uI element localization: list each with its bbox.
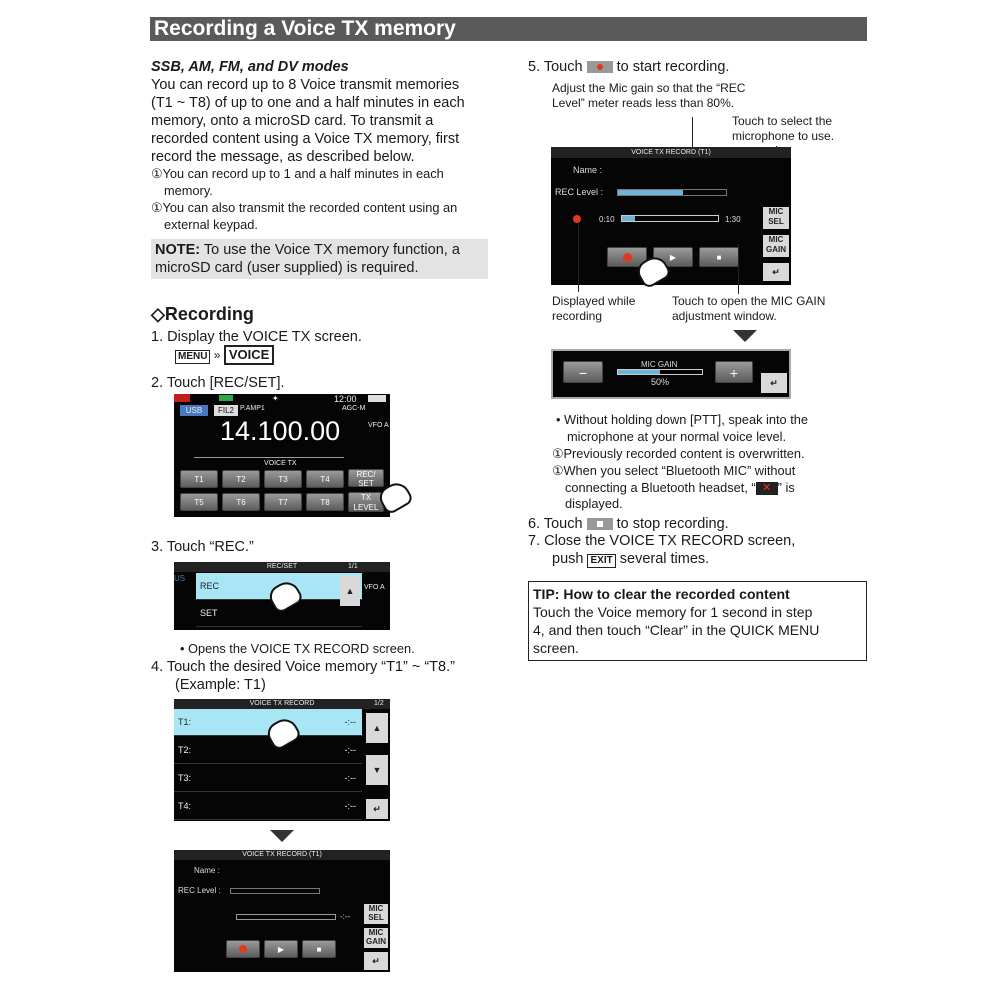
record-title: VOICE TX RECORD (T1): [174, 850, 390, 860]
main-screen: [174, 394, 390, 517]
mode-badge[interactable]: USB: [180, 405, 208, 416]
step-5: 5. Touch to start recording.: [528, 59, 730, 75]
rec-level-meter: [617, 189, 727, 196]
record-time: -:--: [340, 912, 351, 921]
filter-badge[interactable]: FIL2: [214, 405, 238, 416]
mic-gain-window: [551, 349, 791, 399]
callout-select-mic: Touch to select the microphone to use.: [732, 114, 835, 143]
scroll-up-button[interactable]: ▲: [366, 713, 388, 743]
max-time: 1:30: [725, 215, 741, 224]
battery-icon: [219, 395, 233, 401]
page-title: Recording a Voice TX memory: [150, 17, 867, 41]
record-progress-bar: [236, 914, 336, 920]
mic-gain-button[interactable]: MIC GAIN: [366, 928, 386, 946]
step-3: 3. Touch “REC.”: [151, 539, 254, 555]
voice-memory-button-t3[interactable]: T3: [264, 470, 302, 488]
voice-memory-button-t2[interactable]: T2: [222, 470, 260, 488]
record-list-title: VOICE TX RECORD: [174, 699, 390, 709]
voice-memory-button-t7[interactable]: T7: [264, 493, 302, 511]
voice-memory-button-t4[interactable]: T4: [306, 470, 344, 488]
rec-level-meter: [230, 888, 320, 894]
scroll-up-button[interactable]: ▲: [340, 576, 360, 606]
sd-icon: [368, 395, 386, 402]
stop-button[interactable]: ■: [302, 940, 336, 958]
bluetooth-mic-error-icon: ✕: [756, 482, 778, 495]
name-label: Name :: [194, 866, 220, 875]
record-button[interactable]: [226, 940, 260, 958]
voice-tx-section: VOICE TX: [264, 460, 297, 467]
clock: 12:00: [334, 394, 357, 404]
memory-row-t1[interactable]: T1: -:--: [174, 709, 362, 736]
step-7: 7. Close the VOICE TX RECORD screen, push EXIT several times.: [528, 533, 796, 567]
info-note-2: ①You can also transmit the recorded content using an external keypad.: [151, 200, 458, 232]
antenna-icon: ✦: [272, 394, 279, 403]
name-label: Name :: [573, 165, 603, 175]
ptt-instruction: • Without holding down [PTT], speak into the microphone at your normal voice level.: [556, 412, 809, 444]
record-progress-bar: [621, 215, 719, 222]
mic-gain-button[interactable]: MIC GAIN: [763, 235, 789, 257]
scroll-down-button[interactable]: ▼: [366, 755, 388, 785]
recording-heading: ◇Recording: [151, 304, 254, 324]
step-4: 4. Touch the desired Voice memory “T1” ~ “T8.”: [151, 659, 455, 675]
tip-box: TIP: How to clear the recorded content Touch the Voice memory for 1 second in step 4, and then touch “Clear” in the QUICK MENU screen.: [528, 581, 867, 661]
recset-vfo: VFO A: [364, 584, 385, 591]
mic-sel-button[interactable]: MIC SEL: [364, 904, 388, 924]
voice-tx-record-list-screen: [174, 699, 390, 821]
back-button[interactable]: ↵: [364, 952, 388, 970]
memory-row-t2[interactable]: T2: -:--: [174, 737, 362, 764]
voice-memory-button-t8[interactable]: T8: [306, 493, 344, 511]
gain-decrease-button[interactable]: −: [563, 361, 603, 383]
callout-adjust: Adjust the Mic gain so that the “REC Level” meter reads less than 80%.: [552, 81, 746, 110]
rec-level-label: REC Level :: [555, 187, 604, 197]
rec-item[interactable]: REC: [196, 573, 362, 600]
memory-row-t4[interactable]: T4: -:--: [174, 793, 362, 820]
mic-gain-label: MIC GAIN: [641, 360, 678, 369]
tip-title: TIP: How to clear the recorded content: [533, 586, 790, 602]
voice-key: VOICE: [224, 345, 274, 365]
step-3-result: • Opens the VOICE TX RECORD screen.: [180, 641, 415, 656]
s-meter: [194, 448, 344, 458]
agc-label: AGC-M: [342, 405, 366, 412]
step-6: 6. Touch to stop recording.: [528, 516, 729, 532]
record-title: VOICE TX RECORD (T1): [551, 147, 791, 158]
record-list-page: 1/2: [374, 700, 384, 707]
tx-level-button[interactable]: TX LEVEL: [348, 492, 384, 512]
mic-gain-value: 50%: [651, 377, 670, 387]
memory-row-t3[interactable]: T3: -:--: [174, 765, 362, 792]
exit-key: EXIT: [587, 554, 615, 568]
voice-tx-record-t1-screen: [174, 850, 390, 972]
mic-gain-slider[interactable]: [617, 369, 703, 375]
menu-key: MENU: [175, 350, 210, 364]
step-1-keys: MENU » VOICE: [175, 345, 274, 365]
mic-sel-button[interactable]: MIC SEL: [763, 207, 789, 229]
info-bluetooth: ①When you select “Bluetooth MIC” without connecting a Bluetooth headset, “ ✕ ” is displayed.: [552, 463, 796, 511]
voice-tx-record-recording-screen: [551, 147, 791, 285]
info-overwrite: ①Previously recorded content is overwritten.: [552, 446, 805, 461]
rec-level-label: REC Level :: [178, 886, 221, 895]
record-button-icon: [587, 61, 613, 73]
play-button[interactable]: ▶: [653, 247, 693, 267]
back-button[interactable]: ↵: [763, 263, 789, 281]
voice-memory-button-t6[interactable]: T6: [222, 493, 260, 511]
intro-paragraph: You can record up to 8 Voice transmit memories (T1 ~ T8) of up to one and a half minutes in each memory, onto a microSD card. To transmit a recorded content using a Voice TX memory, first record the message, as described below.: [151, 77, 465, 165]
step-1: 1. Display the VOICE TX screen.: [151, 329, 362, 345]
rec-set-button[interactable]: REC/ SET: [348, 469, 384, 487]
callout-line: [738, 244, 739, 294]
step-2: 2. Touch [REC/SET].: [151, 375, 285, 391]
back-button[interactable]: ↵: [761, 373, 787, 393]
down-arrow-icon: [733, 330, 757, 342]
frequency-display: 14.100.00: [220, 416, 341, 446]
callout-displayed: Displayed while recording: [552, 294, 636, 323]
down-arrow-icon: [270, 830, 294, 842]
set-item[interactable]: SET: [196, 600, 362, 627]
tx-indicator: [174, 394, 190, 402]
step-4-example: (Example: T1): [175, 677, 266, 693]
elapsed-time: 0:10: [599, 215, 615, 224]
recset-page: 1/1: [348, 563, 358, 570]
recording-indicator: [573, 215, 581, 223]
recset-title: REC/SET: [174, 562, 390, 572]
modes-subheading: SSB, AM, FM, and DV modes: [151, 59, 349, 75]
note-box: NOTE: To use the Voice TX memory function, a microSD card (user supplied) is required.: [151, 239, 488, 279]
callout-mic-gain: Touch to open the MIC GAIN adjustment window.: [672, 294, 826, 323]
gain-increase-button[interactable]: +: [715, 361, 753, 383]
recset-side-mode: US: [174, 574, 186, 583]
preamp-label: P.AMP1: [240, 405, 265, 412]
voice-memory-button-t5[interactable]: T5: [180, 493, 218, 511]
stop-button-icon: [587, 518, 613, 530]
vfo-label: VFO A: [368, 422, 389, 429]
stop-button[interactable]: ■: [699, 247, 739, 267]
voice-memory-button-t1[interactable]: T1: [180, 470, 218, 488]
callout-line: [578, 224, 579, 292]
back-button[interactable]: ↵: [366, 799, 388, 819]
info-note-1: ①You can record up to 1 and a half minutes in each memory.: [151, 166, 444, 198]
play-button[interactable]: ▶: [264, 940, 298, 958]
